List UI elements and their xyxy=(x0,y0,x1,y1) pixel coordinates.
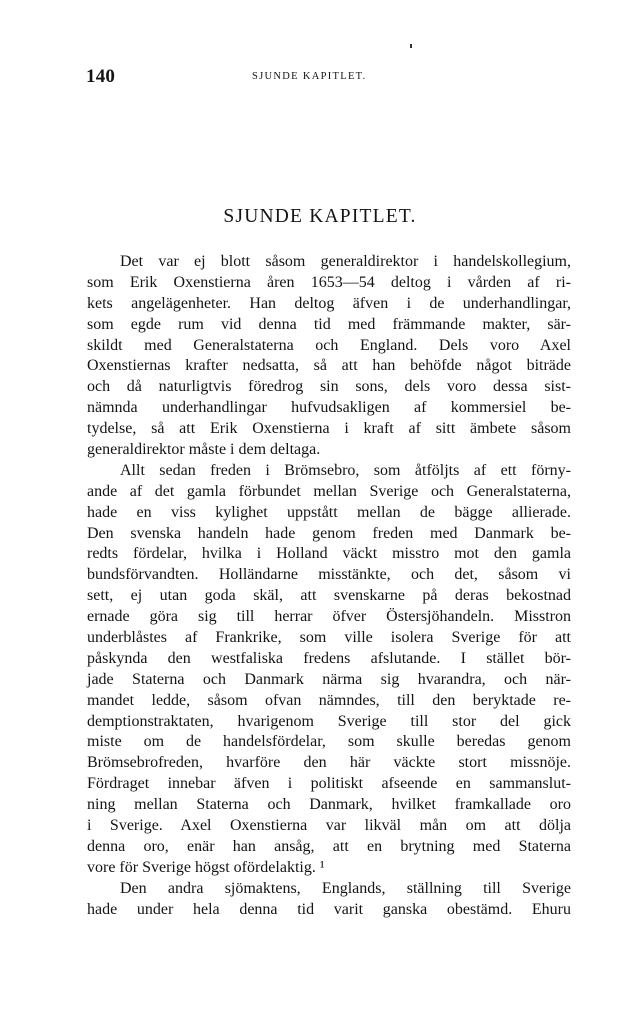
text-line: redts fördelar, hvilka i Holland väckt misstro mot den gamla xyxy=(87,545,571,563)
text-line: påskynda den westfaliska fredens afslutande. I stället bör- xyxy=(87,649,571,667)
text-line: vore för Sverige högst ofördelaktig. ¹ xyxy=(87,858,325,876)
text-line: underblåstes af Frankrike, som ville isolera Sverige för att xyxy=(87,629,571,647)
text-line: och då naturligtvis föredrog sin sons, dels voro dessa sist- xyxy=(87,378,571,396)
text-line: Den svenska handeln hade genom freden med Danmark be- xyxy=(87,524,571,542)
print-speck xyxy=(410,44,412,48)
text-line: sett, ej utan goda skäl, att svenskarne på deras bekostnad xyxy=(87,587,571,605)
text-line: Brömsebrofreden, hvarföre den här väckte stort missnöje. xyxy=(87,754,571,772)
body-text xyxy=(87,252,571,921)
text-line: Det var ej blott såsom generaldirektor i handelskollegium, xyxy=(120,253,571,270)
text-line: hade under hela denna tid varit ganska obestämd. Ehuru xyxy=(87,900,571,918)
chapter-heading: SJUNDE KAPITLET. xyxy=(223,206,417,227)
text-line: ning mellan Staterna och Danmark, hvilket framkallade oro xyxy=(87,796,571,814)
text-line: Den andra sjömaktens, Englands, ställning till Sverige xyxy=(120,879,571,897)
text-line: denna oro, enär han ansåg, att en brytning med Staterna xyxy=(87,837,571,855)
text-line: ernade göra sig till herrar öfver Östersjöhandeln. Misstron xyxy=(87,608,571,626)
text-line: demptionstraktaten, hvarigenom Sverige till stor del gick xyxy=(87,712,571,730)
text-line: mandet ledde, såsom ofvan nämndes, till den beryktade re- xyxy=(87,691,571,709)
running-head xyxy=(86,66,570,90)
text-line: Fördraget innebar äfven i politiskt afseende en sammanslut- xyxy=(87,775,571,793)
text-line: kets angelägenheter. Han deltog äfven i de underhandlingar, xyxy=(87,294,571,312)
text-line: bundsförvandten. Holländarne misstänkte, och det, såsom vi xyxy=(87,566,571,584)
text-line: ande af det gamla förbundet mellan Sverige och Generalstaterna, xyxy=(87,482,571,500)
running-title: SJUNDE KAPITLET. xyxy=(252,71,367,82)
text-line: hade en viss kylighet uppstått mellan de bägge allierade. xyxy=(87,503,571,521)
text-line: tydelse, så att Erik Oxenstierna i kraft af sitt ämbete såsom xyxy=(87,420,571,438)
text-line: Allt sedan freden i Brömsebro, som åtföljts af ett förny- xyxy=(120,461,571,479)
text-line: miste om de handelsfördelar, som skulle beredas genom xyxy=(87,733,571,751)
text-line: som Erik Oxenstierna åren 1653—54 deltog i vården af ri- xyxy=(87,273,571,291)
text-line: generaldirektor måste i dem deltaga. xyxy=(87,441,321,459)
text-line: i Sverige. Axel Oxenstierna var likväl mån om att dölja xyxy=(87,817,571,835)
text-line: skildt med Generalstaterna och England. Dels voro Axel xyxy=(87,336,571,354)
text-line: nämnda underhandlingar hufvudsakligen af kommersiel be- xyxy=(87,399,571,417)
page-number: 140 xyxy=(86,66,116,87)
text-line: jade Staterna och Danmark närma sig hvarandra, och när- xyxy=(87,670,571,688)
text-line: som egde rum vid denna tid med främmande makter, sär- xyxy=(87,315,571,333)
text-line: Oxenstiernas krafter nedsatta, så att han behöfde något biträde xyxy=(87,357,571,375)
